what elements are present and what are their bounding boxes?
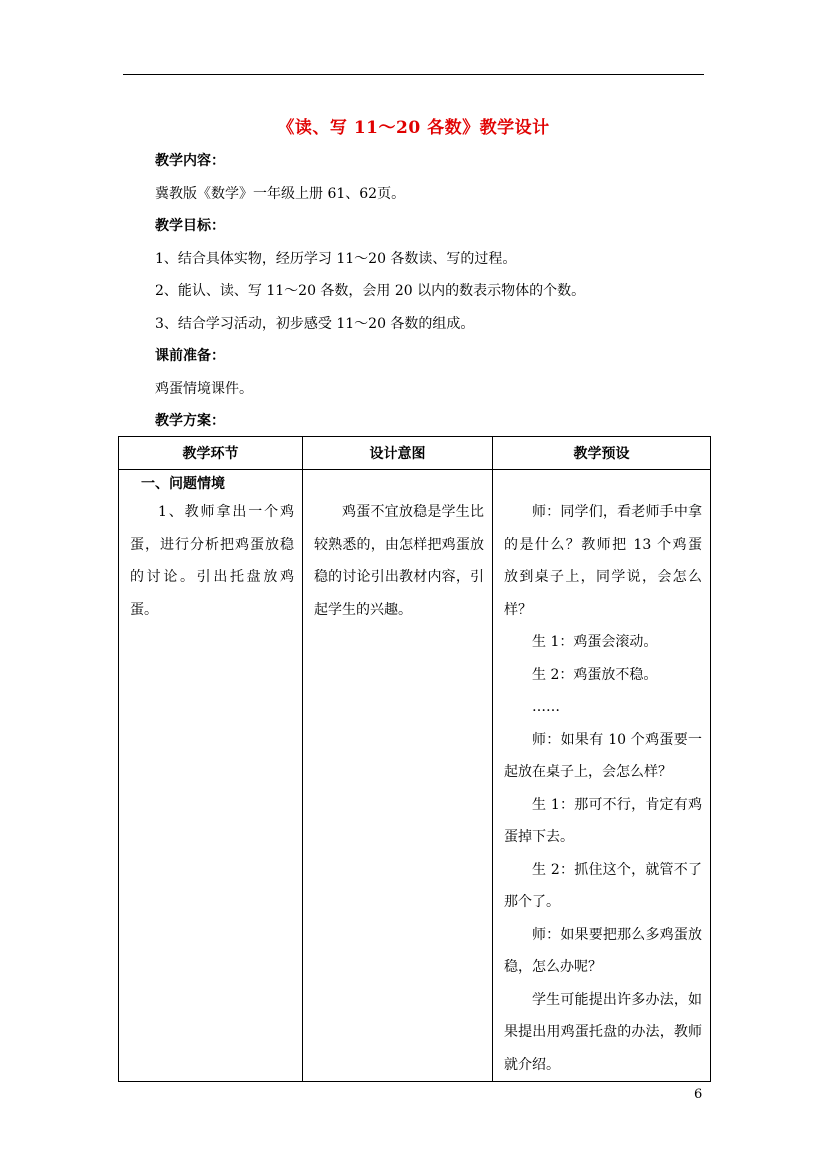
dialogue-line: 生 1：鸡蛋会滚动。 [532, 634, 658, 650]
table-cell-intent [303, 470, 493, 1082]
table-header-row [119, 437, 711, 470]
lesson-plan-table [118, 436, 711, 1082]
objective-item: 2、能认、读、写 11～20 各数，会用 20 以内的数表示物体的个数。 [155, 283, 586, 299]
section-text-preparation: 鸡蛋情境课件。 [155, 381, 253, 397]
stage-text: 1、教师拿出一个鸡蛋，进行分析把鸡蛋放稳的讨论。引出托盘放鸡蛋。 [130, 504, 294, 618]
section-heading-preparation: 课前准备： [155, 348, 225, 364]
column-header: 设计意图 [303, 437, 493, 470]
dialogue-line: 学生可能提出许多办法，如果提出用鸡蛋托盘的办法，教师就介绍。 [504, 991, 702, 1073]
objective-item: 1、结合具体实物，经历学习 11～20 各数读、写的过程。 [155, 251, 517, 267]
page-number: 6 [694, 1087, 703, 1102]
dialogue-line: 生 2：抓住这个，就管不了那个了。 [504, 861, 702, 910]
table-row [119, 470, 711, 1082]
section-heading-content: 教学内容： [155, 153, 225, 169]
section-heading-plan: 教学方案： [155, 413, 225, 429]
table-cell-stage [119, 470, 303, 1082]
document-title: 《读、写 11～20 各数》教学设计 [277, 118, 550, 138]
column-header: 教学环节 [119, 437, 303, 470]
dialogue-line: …… [532, 699, 560, 715]
section-heading-objectives: 教学目标： [155, 218, 225, 234]
section-text-content: 冀教版《数学》一年级上册 61、62页。 [155, 186, 406, 202]
intent-text: 鸡蛋不宜放稳是学生比较熟悉的，由怎样把鸡蛋放稳的讨论引出教材内容，引起学生的兴趣。 [314, 504, 484, 618]
dialogue-line: 生 2：鸡蛋放不稳。 [532, 666, 658, 683]
header-rule [123, 74, 704, 75]
dialogue-line: 生 1：那可不行，肯定有鸡蛋掉下去。 [504, 796, 702, 845]
column-header: 教学预设 [493, 437, 711, 470]
objective-item: 3、结合学习活动，初步感受 11～20 各数的组成。 [155, 316, 475, 332]
table-cell-preset [493, 470, 711, 1082]
dialogue-line: 师：如果要把那么多鸡蛋放稳，怎么办呢？ [504, 926, 702, 975]
dialogue-line: 师：同学们，看老师手中拿的是什么？教师把 13 个鸡蛋 放到桌子上，同学说，会怎么样？ [504, 504, 702, 618]
dialogue-line: 师：如果有 10 个鸡蛋要一起放在桌子上，会怎么样？ [504, 731, 702, 780]
stage-title: 一、问题情境 [141, 476, 225, 492]
